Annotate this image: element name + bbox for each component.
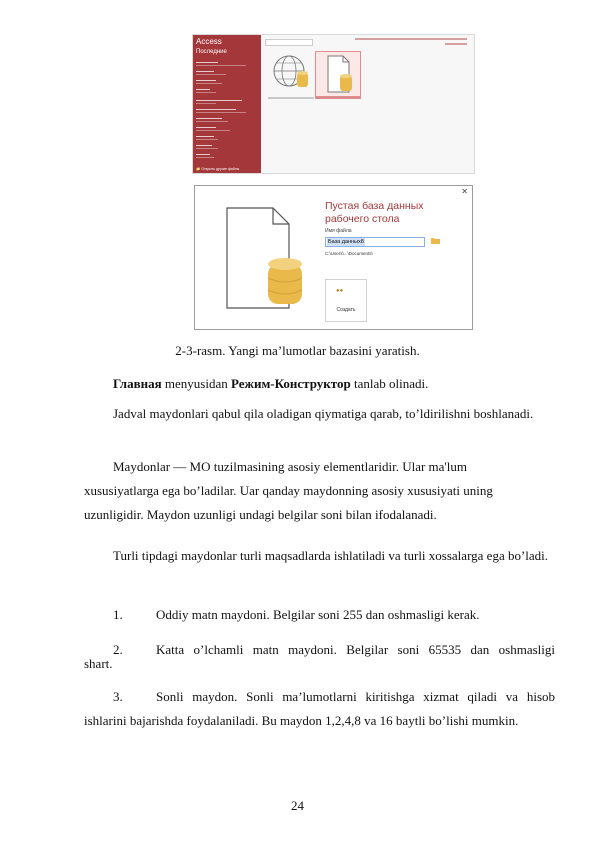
paragraph-2: Jadval maydonlari qabul qila oladigan qiymatiga qarab, to’ldirilishni boshlanadi.: [113, 406, 534, 421]
new-database-dialog-figure: [194, 185, 473, 330]
file-path-text: C:\Users\...\Documents\: [325, 251, 373, 256]
file-name-input[interactable]: [325, 237, 425, 247]
open-other-files-link[interactable]: 📁 Открыть другие файлы: [196, 167, 240, 171]
list-item-2-number: 2.: [113, 642, 123, 657]
file-name-value: База данных8: [328, 239, 364, 245]
list-item-3-text: Sonli maydon. Sonli ma’lumotlarni kiritishga xizmat qiladi va hisob: [156, 689, 555, 704]
list-item-1-number: 1.: [113, 607, 123, 622]
app-title: Access: [196, 37, 222, 46]
list-item-3-number: 3.: [113, 689, 123, 704]
web-database-template[interactable]: [269, 51, 313, 95]
page-number: 24: [291, 798, 304, 813]
close-icon[interactable]: ✕: [461, 187, 468, 196]
file-name-label: Имя файла: [325, 228, 352, 234]
paragraph-3-line-3: uzunligidir. Maydon uzunligi undagi belgilar soni bilan ifodalanadi.: [84, 507, 437, 522]
list-item-2-text: Katta o’lchamli matn maydoni. Belgilar soni 65535 dan oshmasligi: [156, 642, 555, 657]
access-sidebar: [193, 35, 261, 173]
paragraph-4: Turli tipdagi maydonlar turli maqsadlarda ishlatiladi va turli xossalarga ega bo’ladi.: [113, 548, 549, 563]
create-database-icon: ●●: [336, 288, 344, 294]
globe-database-icon: [269, 51, 313, 95]
figure-caption: 2-3-rasm. Yangi ma’lumotlar bazasini yaratish.: [175, 343, 420, 358]
dialog-title: Пустая база данных рабочего стола: [325, 200, 424, 225]
list-item-3-continuation: ishlarini bajarishda foydalaniladi. Bu maydon 1,2,4,8 va 16 baytli bo’lishi mumkin.: [84, 713, 519, 728]
list-item-1-text: Oddiy matn maydoni. Belgilar soni 255 dan oshmasligi kerak.: [156, 607, 480, 622]
blank-document-database-icon: [316, 52, 360, 96]
create-button[interactable]: [325, 279, 367, 322]
access-start-screen-figure: [192, 34, 475, 174]
template-search-input[interactable]: [265, 39, 313, 46]
mode-name-bold: Режим-Конструктор: [230, 376, 351, 391]
paragraph-3-line-1: Maydonlar — MO tuzilmasining asosiy elementlaridir. Ular ma'lum: [113, 459, 467, 474]
paragraph-3-line-2: xususiyatlarga ega bo’ladilar. Uar qanday maydonning asosiy xususiyati uning: [84, 483, 493, 498]
list-item-2-continuation: shart.: [84, 656, 113, 671]
menu-name-bold: Главная: [113, 376, 162, 391]
blank-desktop-database-template[interactable]: [315, 51, 361, 97]
create-button-label: Создать: [336, 307, 356, 313]
folder-icon[interactable]: [431, 237, 440, 244]
recent-heading: Последние: [196, 49, 227, 55]
paragraph-1: Главная menyusidan Режим-Конструктор tanlab olinadi.: [113, 376, 429, 391]
blank-database-preview-icon: [205, 192, 313, 320]
